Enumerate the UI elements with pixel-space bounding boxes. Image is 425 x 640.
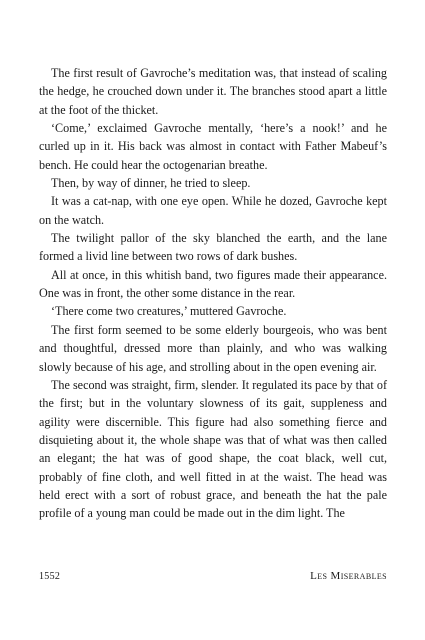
paragraph-5: The twilight pallor of the sky blanched the earth, and the lane formed a livid line between two rows of dark bushes. bbox=[39, 231, 387, 264]
paragraph-9: The second was straight, firm, slender. It regulated its pace by that of the first; but in the voluntary slowness of its gait, suppleness and agility were discernible. This figure had also something fierce and disquieting about it, the whole shape was that of what was then called an elegant; the hat was of good shape, the coat black, well cut, probably of fine cloth, and well fitted in at the waist. The head was held erect with a sort of robust grace, and beneath the hat the pale profile of a young man could be made out in the dim light. The bbox=[39, 377, 387, 521]
page-footer bbox=[39, 570, 387, 582]
running-title: Les Miserables bbox=[310, 570, 387, 582]
paragraph-6: All at once, in this whitish band, two figures made their appearance. One was in front, the other some distance in the rear. bbox=[39, 267, 387, 301]
body-text bbox=[39, 64, 387, 523]
paragraph-1: The first result of Gavroche’s meditation was, that instead of scaling the hedge, he crouched down under it. The branches stood apart a little at the foot of the thicket. bbox=[39, 66, 387, 117]
paragraph-8: The first form seemed to be some elderly bourgeois, who was bent and thoughtful, dressed more than plainly, and who was walking slowly because of his age, and strolling about in the open evening air. bbox=[39, 322, 387, 374]
page-number: 1552 bbox=[39, 571, 61, 582]
paragraph-7: ‘There come two creatures,’ muttered Gavroche. bbox=[51, 304, 287, 319]
paragraph-2: ‘Come,’ exclaimed Gavroche mentally, ‘here’s a nook!’ and he curled up in it. His back was almost in contact with Father Mabeuf’s bench. He could hear the octogenarian breathe. bbox=[39, 121, 387, 172]
paragraph-3: Then, by way of dinner, he tried to sleep. bbox=[51, 176, 251, 191]
paragraph-4: It was a cat-nap, with one eye open. While he dozed, Gavroche kept on the watch. bbox=[39, 194, 387, 227]
